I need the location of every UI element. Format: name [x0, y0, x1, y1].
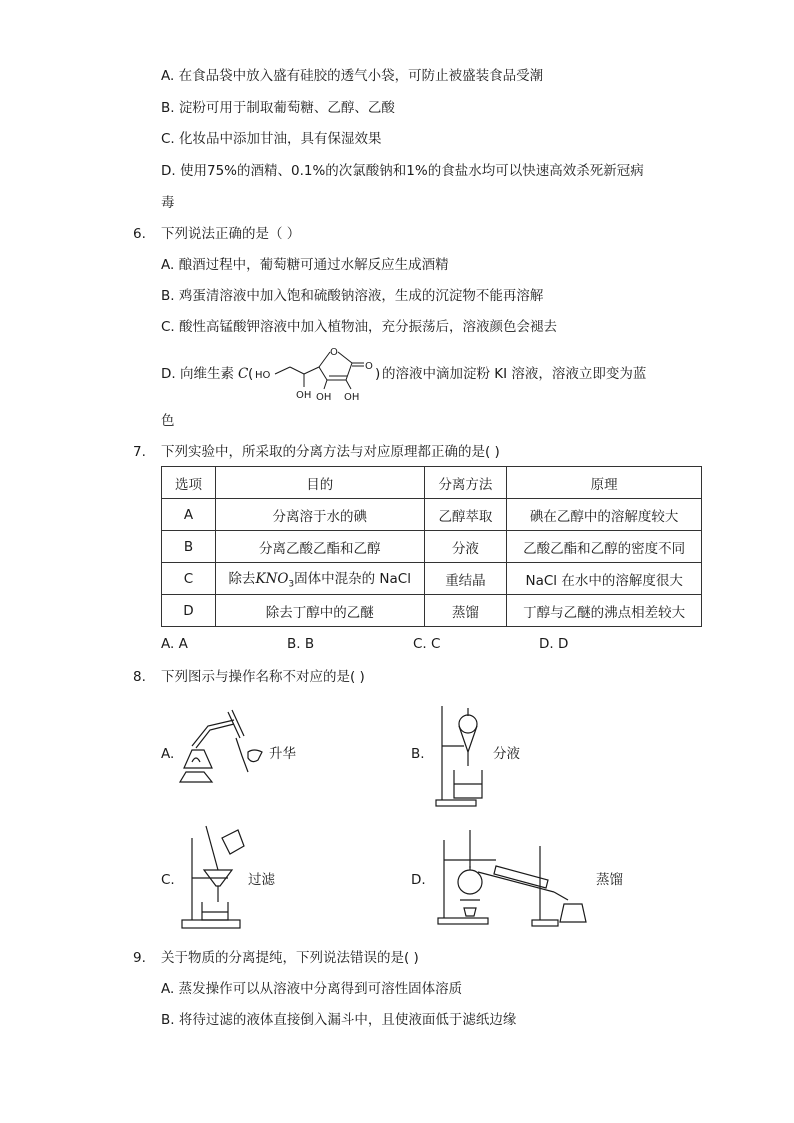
sublimation-figure: [178, 708, 268, 793]
row-c-formula: KNO: [255, 571, 289, 588]
q5-option-b: B. 淀粉可用于制取葡萄糖、乙醇、乙酸: [161, 100, 395, 116]
q5-option-c: C. 化妆品中添加甘油，具有保湿效果: [161, 131, 382, 147]
separation-table: [161, 466, 702, 627]
q7-answer-c: C. C: [413, 636, 441, 652]
table-cell: A: [162, 499, 216, 531]
table-cell: 重结晶: [424, 563, 507, 595]
q7-answer-d: D. D: [539, 636, 569, 652]
mol-oh-label-2: OH: [316, 392, 332, 403]
table-header-cell: 目的: [215, 467, 424, 499]
table-cell: 分液: [424, 531, 507, 563]
q6-option-a: A. 酿酒过程中，葡萄糖可通过水解反应生成酒精: [161, 257, 449, 273]
q5-option-a: A. 在食品袋中放入盛有硅胶的透气小袋，可防止被盛装食品受潮: [161, 68, 544, 84]
separatory-funnel-figure: [434, 702, 494, 808]
table-cell: 除去丁醇中的乙醚: [215, 595, 424, 627]
vitamin-c-structure: [252, 345, 382, 405]
q6-number: 6.: [133, 226, 146, 242]
q6-option-d-open-paren: (: [248, 366, 254, 382]
q8-op-c: 过滤: [248, 872, 275, 888]
q6-option-d-vitamin-c: C: [238, 366, 249, 382]
q8-label-b: B.: [411, 746, 425, 762]
table-cell: 乙酸乙酯和乙醇的密度不同: [507, 531, 702, 563]
q5-option-d: D. 使用75%的酒精、0.1%的次氯酸钠和1%的食盐水均可以快速高效杀死新冠病: [161, 163, 644, 179]
table-cell: NaCl 在水中的溶解度很大: [507, 563, 702, 595]
distillation-figure: [436, 826, 596, 928]
table-cell: 蒸馏: [424, 595, 507, 627]
q9-option-b: B. 将待过滤的液体直接倒入漏斗中，且使液面低于滤纸边缘: [161, 1012, 517, 1028]
q6-option-d-prefix: D. 向维生素: [161, 366, 234, 382]
row-c-subscript: 3: [288, 579, 295, 590]
table-cell: 丁醇与乙醚的沸点相差较大: [507, 595, 702, 627]
q6-option-b: B. 鸡蛋清溶液中加入饱和硫酸钠溶液，生成的沉淀物不能再溶解: [161, 288, 544, 304]
q7-answer-b: B. B: [287, 636, 315, 652]
table-row: [162, 595, 702, 627]
table-cell: 分离溶于水的碘: [215, 499, 424, 531]
mol-ring-o-label: O: [330, 347, 338, 358]
q8-label-c: C.: [161, 872, 175, 888]
table-header-cell: 分离方法: [424, 467, 507, 499]
q9-number: 9.: [133, 950, 146, 966]
mol-carbonyl-o-label: O: [365, 361, 373, 372]
filtration-figure: [178, 822, 248, 932]
q8-op-d: 蒸馏: [596, 872, 623, 888]
mol-oh-label-3: OH: [344, 392, 360, 403]
table-header-cell: 选项: [162, 467, 216, 499]
mol-ho-label: HO: [255, 370, 271, 381]
table-cell: 碘在乙醇中的溶解度较大: [507, 499, 702, 531]
q8-op-a: 升华: [269, 746, 296, 762]
table-cell-formula: [215, 563, 424, 595]
table-row: [162, 531, 702, 563]
table-header-cell: 原理: [507, 467, 702, 499]
q8-stem: 下列图示与操作名称不对应的是( ): [161, 669, 365, 685]
q7-number: 7.: [133, 444, 146, 460]
row-c-suffix: 固体中混杂的 NaCl: [294, 571, 411, 588]
q7-stem: 下列实验中，所采取的分离方法与对应原理都正确的是( ): [161, 444, 500, 460]
q9-stem: 关于物质的分离提纯，下列说法错误的是( ): [161, 950, 419, 966]
q6-stem: 下列说法正确的是（ ）: [161, 226, 301, 242]
q8-op-b: 分液: [493, 746, 520, 762]
q9-option-a: A. 蒸发操作可以从溶液中分离得到可溶性固体溶质: [161, 981, 463, 997]
q5-option-d-cont: 毒: [161, 195, 175, 211]
table-row: [162, 563, 702, 595]
row-c-prefix: 除去: [228, 571, 256, 588]
table-row: [162, 499, 702, 531]
table-cell: D: [162, 595, 216, 627]
q6-option-c: C. 酸性高锰酸钾溶液中加入植物油，充分振荡后，溶液颜色会褪去: [161, 319, 558, 335]
table-cell: C: [162, 563, 216, 595]
table-cell: 分离乙酸乙酯和乙醇: [215, 531, 424, 563]
q7-answer-a: A. A: [161, 636, 188, 652]
q6-option-d-close-paren: ): [375, 366, 381, 382]
q6-option-d-suffix: 的溶液中滴加淀粉 KI 溶液，溶液立即变为蓝: [382, 366, 647, 382]
q8-number: 8.: [133, 669, 146, 685]
q8-label-d: D.: [411, 872, 426, 888]
table-cell: 乙醇萃取: [424, 499, 507, 531]
mol-oh-label-1: OH: [296, 390, 312, 401]
q6-option-d-cont: 色: [161, 413, 175, 429]
table-cell: B: [162, 531, 216, 563]
table-header-row: [162, 467, 702, 499]
q8-label-a: A.: [161, 746, 175, 762]
